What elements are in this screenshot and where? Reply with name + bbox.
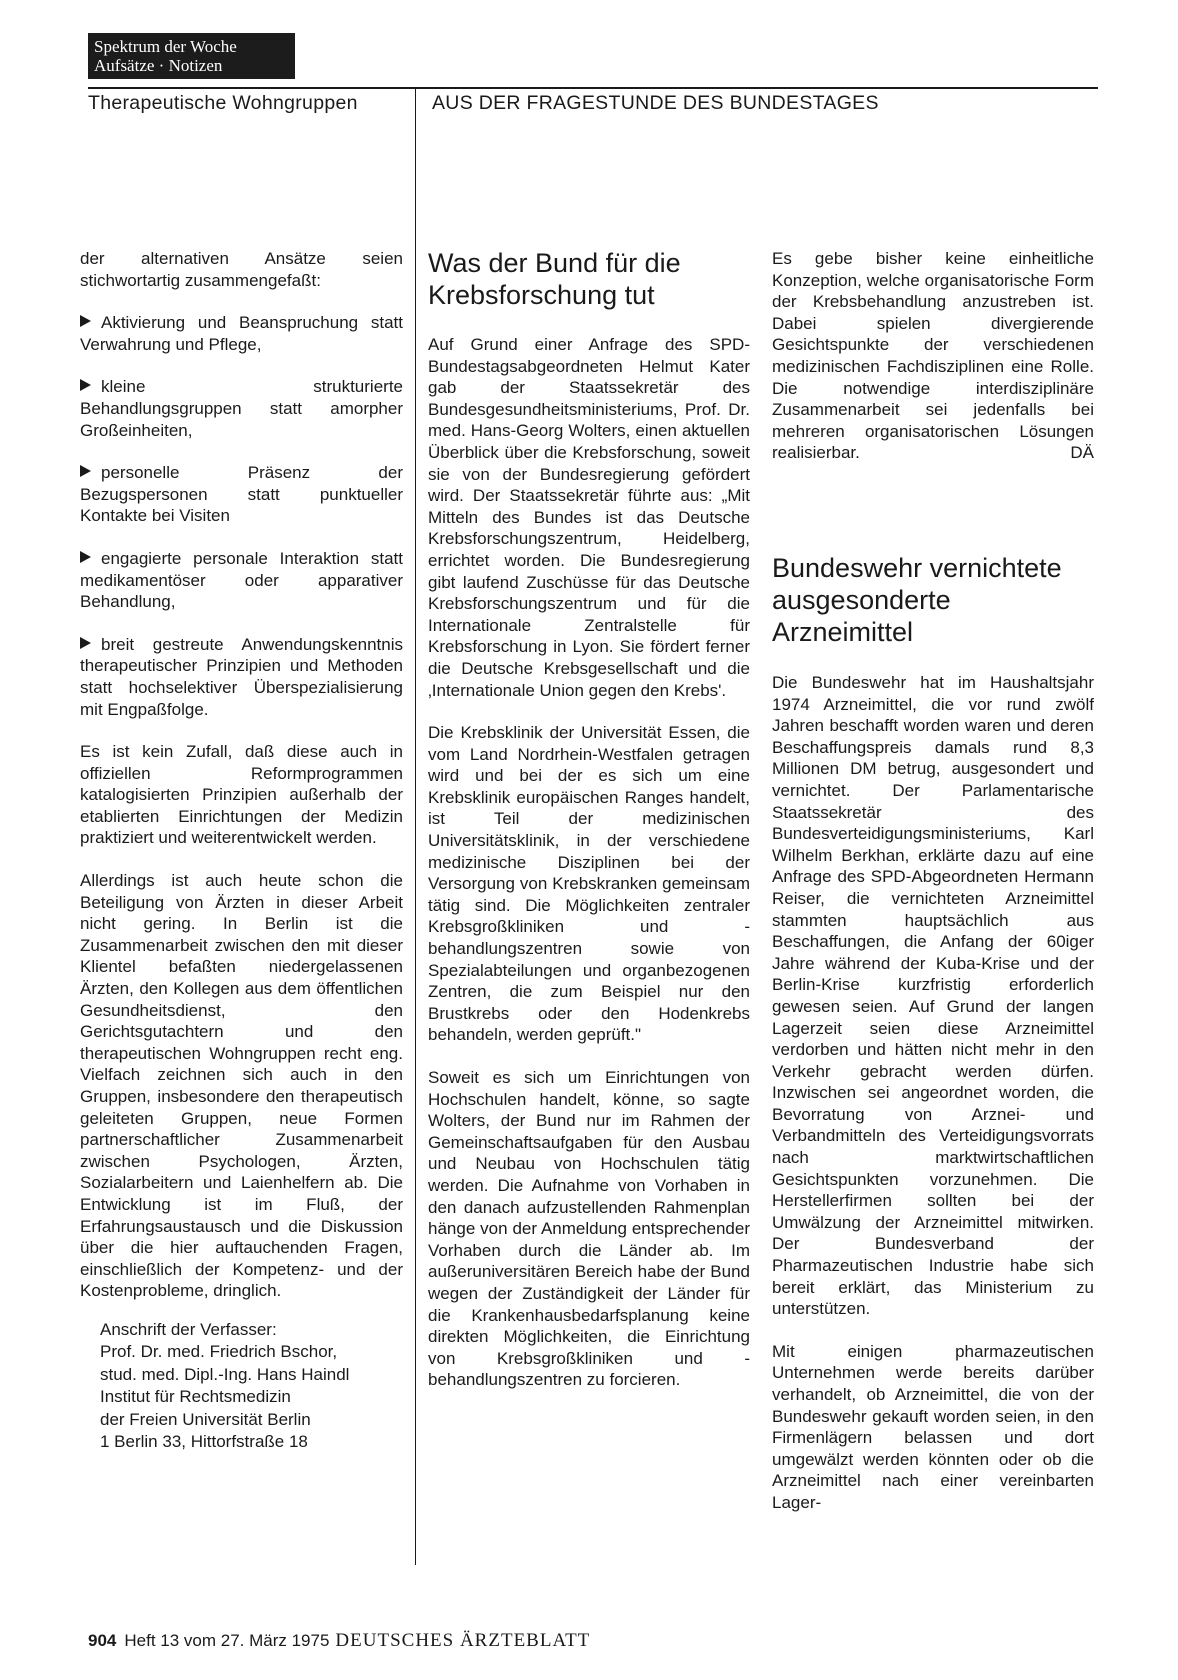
address-line: stud. med. Dipl.-Ing. Hans Haindl [100,1364,350,1384]
bullet-item [80,312,403,355]
bullet-text: engagierte personale Interaktion statt medikamentöser oder apparativer Behandlung, [80,548,403,612]
section-title-left: Therapeutische Wohngruppen [88,92,358,114]
header-rule [88,87,1098,89]
bullet-text: Aktivierung und Beanspruchung statt Verwahrung und Pflege, [80,313,403,354]
page-footer [88,1630,590,1652]
bullet-text: kleine strukturierte Behandlungsgruppen statt amorpher Großeinheiten, [80,377,403,440]
section-badge [88,33,295,79]
bullet-item [80,548,403,613]
column-right [772,248,1094,485]
author-address [80,1319,403,1454]
address-line: der Freien Universität Berlin [100,1409,311,1429]
body-paragraph: Die Bundeswehr hat im Haushaltsjahr 1974 Arzneimittel, die vor rund zwölf Jahren beschafft worden waren und deren Beschaffungspreis damals rund 8,3 Millionen DM betrug, ausgesondert und vernichtet. Der Parlamentarische Staatssekretär des Bundesverteidigungsministeriums, Karl Wilhelm Berkhan, erklärte dazu auf eine Anfrage des SPD-Abgeordneten Hermann Reiser, die vernichteten Arzneimittel stammten hauptsächlich aus Beschaffungen, die Anfang der 60iger Jahre während der Kuba-Krise und der Berlin-Krise kurzfristig erforderlich gewesen seien. Auf Grund der langen Lagerzeit seien diese Arzneimittel verdorben und hätten nicht mehr in den Verkehr gebracht werden dürfen. Inzwischen sei angeordnet worden, die Bevorratung von Arznei- und Verbandmitteln des Verteidigungsvorrats nach marktwirtschaftlichen Gesichtspunkten vorzunehmen. Die Herstellerfirmen sollten bei der Umwälzung der Arzneimittel mitwirken. Der Bundesverband der Pharmazeutischen Industrie habe sich bereit erklärt, das Ministerium zu unterstützen. [772,673,1094,1319]
signature: DÄ [1070,443,1094,463]
address-line: Anschrift der Verfasser: [100,1319,277,1339]
column-middle [428,334,750,1412]
page-number: 904 [88,1631,117,1650]
bullet-text: breit gestreute Anwendungskenntnis therapeutischer Prinzipien und Methoden statt hochselektiver Überspezialisierung mit Engpaßfolge. [80,634,403,719]
bullet-item [80,634,403,720]
triangle-bullet-icon [80,637,91,649]
body-paragraph: Mit einigen pharmazeutischen Unternehmen werde bereits darüber verhandelt, ob Arzneimittel, die von der Bundeswehr gekauft worden seien, in den Firmenlägern belassen und dort umgewälzt werden könnten oder ob die Arzneimittel nach einer vereinbarten Lager- [772,1341,1094,1512]
body-paragraph: Allerdings ist auch heute schon die Beteiligung von Ärzten in dieser Arbeit nicht gering. In Berlin ist die Zusammenarbeit zwischen den mit dieser Klientel befaßten niedergelassenen Ärzten, den Kollegen aus dem öffentlichen Gesundheitsdienst, den Gerichtsgutachtern und den therapeutischen Wohngruppen recht eng. Vielfach zeichnen sich auch in den Gruppen, insbesondere den therapeutisch geleiteten Gruppen, neue Formen partnerschaftlicher Zusammenarbeit zwischen Psychologen, Ärzten, Sozialarbeitern und Laienhelfern ab. Die Entwicklung ist im Fluß, der Erfahrungsaustausch und die Diskussion über die hier auftauchenden Fragen, einschließlich der Kompetenz- und der Kostenprobleme, dringlich. [80,871,403,1301]
section-title-right: AUS DER FRAGESTUNDE DES BUNDESTAGES [432,92,879,114]
bullet-item [80,462,403,527]
triangle-bullet-icon [80,315,91,327]
triangle-bullet-icon [80,551,91,563]
body-paragraph [772,248,1094,464]
body-paragraph: Auf Grund einer Anfrage des SPD-Bundestagsabgeordneten Helmut Kater gab der Staatssekretär des Bundesgesundheitsministeriums, Prof. Dr. med. Hans-Georg Wolters, einen aktuellen Überblick über die Krebsforschung, soweit sie von der Bundesregierung gefördert wird. Der Staatssekretär führte aus: „Mit Mitteln des Bundes ist das Deutsche Krebsforschungszentrum, Heidelberg, errichtet worden. Die Bundesregierung gibt laufend Zuschüsse für das Deutsche Krebsforschungszentrum und für die Internationale Zentralstelle für Krebsforschung in Lyon. Sie fördert ferner die Deutsche Krebsgesellschaft und die ‚Internationale Union gegen den Krebs'. [428,335,750,700]
address-line: Prof. Dr. med. Friedrich Bschor, [100,1342,338,1362]
bullet-text: personelle Präsenz der Bezugspersonen statt punktueller Kontakte bei Visiten [80,463,403,526]
address-line: Institut für Rechtsmedizin [100,1387,291,1407]
triangle-bullet-icon [80,379,91,391]
triangle-bullet-icon [80,465,91,477]
issue-info: Heft 13 vom 27. März 1975 [124,1631,330,1650]
intro-paragraph: der alternativen Ansätze seien stichwortartig zusammengefaßt: [80,249,403,290]
body-paragraph: Soweit es sich um Einrichtungen von Hochschulen handelt, könne, so sagte Wolters, der Bund nur im Rahmen der Gemeinschaftsaufgaben für den Ausbau und Neubau von Hochschulen tätig werden. Die Aufnahme von Vorhaben in den danach aufzustellenden Rahmenplan hänge von der Anmeldung entsprechender Vorhaben durch die Länder ab. Im außeruniversitären Bereich habe der Bund wegen der Zuständigkeit der Länder für die Krankenhausbedarfsplanung keine direkten Möglichkeiten, die Einrichtung von Krebsgroßkliniken und -behandlungszentren zu forcieren. [428,1068,750,1390]
article-title-krebsforschung: Was der Bund für die Krebsforschung tut [428,248,681,310]
body-paragraph: Es ist kein Zufall, daß diese auch in offiziellen Reformprogrammen katalogisierten Prinzipien außerhalb der etablierten Einrichtungen der Medizin praktiziert und weiterentwickelt werden. [80,742,403,848]
journal-name: DEUTSCHES ÄRZTEBLATT [335,1630,591,1651]
bullet-item [80,376,403,441]
column-right-lower [772,672,1094,1535]
address-line: 1 Berlin 33, Hittorfstraße 18 [100,1432,308,1452]
article-title-bundeswehr: Bundeswehr vernichtete ausgesonderte Arzneimittel [772,553,1062,647]
badge-line-2: Aufsätze · Notizen [94,56,223,75]
column-divider [415,87,416,1565]
body-paragraph: Die Krebsklinik der Universität Essen, die vom Land Nordrhein-Westfalen getragen wird und bei der es sich um eine Krebsklinik europäischen Ranges handelt, ist Teil der medizinischen Universitätsklinik, in der verschiedene medizinische Disziplinen bei der Versorgung von Krebskranken gemeinsam tätig sind. Die Möglichkeiten zentraler Krebsgroßkliniken und -behandlungszentren sowie von Spezialabteilungen und organbezogenen Zentren, die zum Beispiel nur den Brustkrebs oder den Hodenkrebs behandeln, werden geprüft." [428,723,750,1045]
column-left [80,248,403,1454]
body-text: Es gebe bisher keine einheitliche Konzeption, welche organisatorische Form der Krebsbehandlung anzustreben ist. Dabei spielen divergierende Gesichtspunkte der verschiedenen medizinischen Fachdisziplinen eine Rolle. Die notwendige interdisziplinäre Zusammenarbeit sei jedenfalls bei mehreren organisatorischen Lösungen realisierbar. [772,249,1094,463]
badge-line-1: Spektrum der Woche [94,37,237,56]
